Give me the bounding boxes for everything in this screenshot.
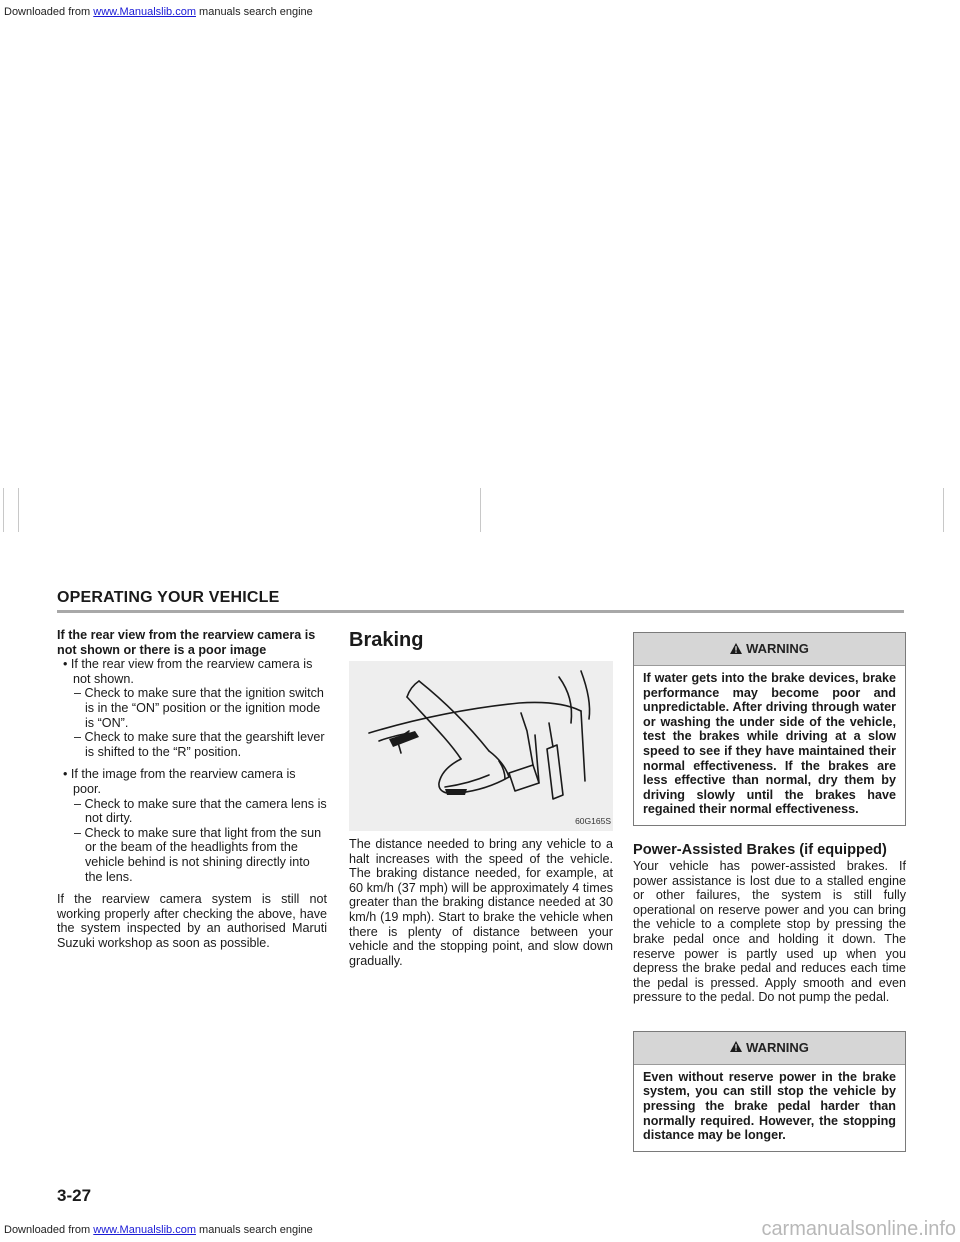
crop-mark [480, 488, 481, 532]
brake-pedal-illustration [349, 661, 613, 831]
sub-bullet-item: – Check to make sure that the ignition switch is in the “ON” position or the ignition mode is “ON”. [74, 686, 324, 730]
figure-code: 60G165S [575, 816, 611, 827]
source-banner-suffix: manuals search engine [195, 6, 313, 18]
foot-on-pedal-drawing [349, 661, 613, 831]
troubleshoot-heading: If the rear view from the rearview camera is not shown or there is a poor image [57, 628, 316, 657]
source-banner-prefix: Downloaded from [4, 6, 94, 18]
braking-paragraph: The distance needed to bring any vehicle to a halt increases with the speed of the vehicle. The braking distance needed, for example, at 60 km/h (37 mph) will be approximately 4 times greater than the braking distance needed at 30 km/h (19 mph). Start to brake the vehicle when there is plenty of distance between your vehicle and the stopping point, and slow down gradually. [349, 837, 613, 968]
crop-mark [3, 488, 4, 532]
sub-bullet-item: – Check to make sure that light from the sun or the beam of the headlights from the vehicle behind is not shining directly into the lens. [74, 825, 322, 884]
warning-triangle-icon [730, 643, 742, 654]
sub-bullet-item: – Check to make sure that the camera lens is not dirty. [74, 796, 327, 826]
power-brakes-heading: Power-Assisted Brakes (if equipped) [633, 841, 887, 858]
warning-triangle-icon [730, 1041, 742, 1052]
source-footer-suffix: manuals search engine [195, 1224, 313, 1236]
warning-header [634, 633, 905, 666]
source-footer [4, 1224, 313, 1236]
column-right [633, 632, 906, 1168]
section-title: OPERATING YOUR VEHICLE [57, 589, 280, 606]
bullet-item: • If the rear view from the rearview camera is not shown. [63, 657, 313, 686]
warning-box [633, 632, 906, 826]
source-banner [4, 6, 313, 18]
power-brakes-paragraph: Your vehicle has power-assisted brakes. If power assistance is lost due to a stalled engine or other failures, the system is still fully operational on reserve power and you can bring the vehicle to a complete stop by pressing the brake pedal once and holding it down. The reserve power is partly used up when you depress the brake pedal and reduces each time the pedal is pressed. Apply smooth and even pressure to the pedal. Do not pump the pedal. [633, 858, 906, 1005]
crop-mark [943, 488, 944, 532]
source-banner-link[interactable]: www.Manualslib.com [93, 6, 196, 18]
warning-text: If water gets into the brake devices, brake performance may become poor and unpredictable. After driving through water or washing the under side of the vehicle, test the brakes while driving at a slow speed to see if they have maintained their normal effectiveness. If the brakes are less effective than normal, dry them by driving slowly until the brakes have regained their normal effectiveness. [643, 671, 896, 817]
bullet-item: • If the image from the rearview camera is poor. [63, 767, 296, 796]
braking-heading: Braking [349, 629, 424, 651]
sub-bullet-item: – Check to make sure that the gearshift lever is shifted to the “R” position. [74, 730, 325, 759]
watermark: carmanualsonline.info [761, 1218, 956, 1240]
crop-mark [18, 488, 19, 532]
page-number: 3-27 [57, 1186, 92, 1205]
warning-text: Even without reserve power in the brake system, you can still stop the vehicle by pressing the brake pedal harder than normally required. However, the stopping distance may be longer. [643, 1069, 896, 1143]
source-footer-prefix: Downloaded from [4, 1224, 94, 1236]
section-rule [57, 610, 904, 613]
column-middle [349, 628, 613, 968]
warning-label: WARNING [746, 1039, 809, 1055]
source-footer-link[interactable]: www.Manualslib.com [93, 1224, 196, 1236]
warning-header [634, 1032, 905, 1065]
warning-label: WARNING [746, 641, 809, 656]
column-left [57, 628, 327, 950]
warning-box [633, 1031, 906, 1152]
closing-paragraph: If the rearview camera system is still not working properly after checking the above, have the system inspected by an authorised Maruti Suzuki workshop as soon as possible. [57, 892, 327, 950]
